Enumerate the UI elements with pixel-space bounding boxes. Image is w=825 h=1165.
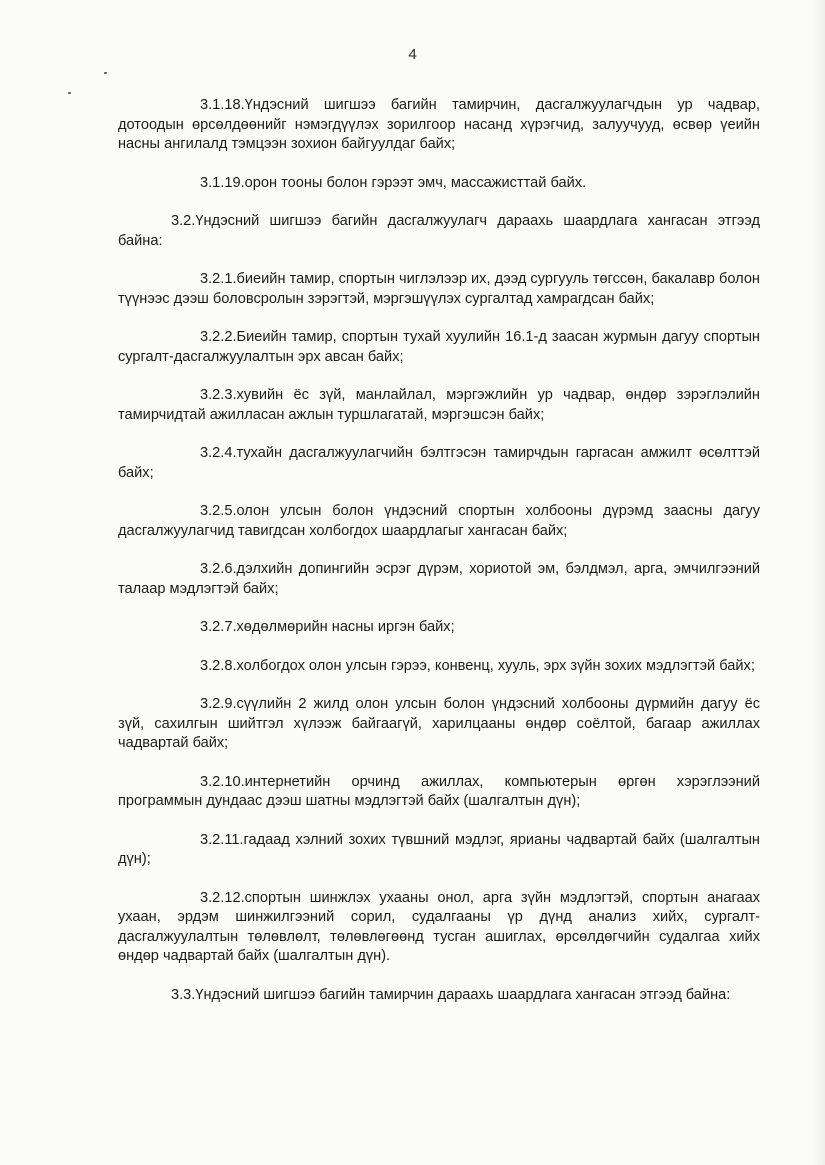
paragraph-3-3: 3.3.Үндэсний шигшээ багийн тамирчин дараахь шаардлага хангасан этгээд байна: [171, 986, 731, 1003]
paragraph-3-2-3: 3.2.3.хувийн ёс зүй, манлайлал, мэргэжлийн ур чадвар, өндөр зэрэглэлийн тамирчидтай ажилласан ажлын туршлагатай, мэргэшсэн байх; [118, 387, 760, 423]
paragraph-3-2-6: 3.2.6.дэлхийн допингийн эсрэг дүрэм, хориотой эм, бэлдмэл, арга, эмчилгээний талаар мэдлэгтэй байх; [118, 561, 760, 597]
paragraph-3-1-18: 3.1.18.Үндэсний шигшээ багийн тамирчин, дасгалжуулагчдын ур чадвар, дотоодын өрсөлдөөнийг нэмэгдүүлэх зорилгоор насанд хүрэгчид, залуучууд, өсвөр үеийн насны ангилалд тэмцээн зохион байгуулдаг байх; [118, 97, 760, 152]
paragraph-3-2-11: 3.2.11.гадаад хэлний зохих түвшний мэдлэг, ярианы чадвартай байх (шалгалтын дүн); [118, 831, 760, 867]
paragraph-3-2-4: 3.2.4.тухайн дасгалжуулагчийн бэлтгэсэн тамирчдын гаргасан амжилт өсөлттэй байх; [118, 445, 760, 481]
paragraph-3-1-19: 3.1.19.орон тооны болон гэрээт эмч, массажисттай байх. [200, 174, 587, 191]
paragraph-3-2-1: 3.2.1.биеийн тамир, спортын чиглэлээр их, дээд сургууль төгссөн, бакалавр болон түүнээс дээш боловсролын зэрэгтэй, мэргэшүүлэх сургалтад хамрагдсан байх; [118, 271, 760, 307]
scan-speck [104, 72, 107, 74]
paragraph-3-2: 3.2.Үндэсний шигшээ багийн дасгалжуулагч дараахь шаардлага хангасан этгээд байна: [118, 213, 760, 249]
page-number: 4 [408, 46, 417, 63]
scan-speck [68, 92, 71, 94]
document-body [118, 96, 760, 1005]
paragraph-3-2-2: 3.2.2.Биеийн тамир, спортын тухай хуулийн 16.1-д заасан журмын дагуу спортын сургалт-дасгалжуулалтын эрх авсан байх; [118, 329, 760, 365]
paragraph-3-2-8: 3.2.8.холбогдох олон улсын гэрээ, конвенц, хууль, эрх зүйн зохих мэдлэгтэй байх; [200, 657, 755, 674]
paragraph-3-2-10: 3.2.10.интернетийн орчинд ажиллах, компьютерын өргөн хэрэглээний программын дундаас дээш шатны мэдлэгтэй байх (шалгалтын дүн); [118, 773, 760, 809]
paragraph-3-2-9: 3.2.9.сүүлийн 2 жилд олон улсын болон үндэсний холбооны дүрмийн дагуу ёс зүй, сахилгын шийтгэл хүлээж байгаагүй, харилцааны өндөр соёлтой, багаар ажиллах чадвартай байх; [118, 696, 760, 751]
paragraph-3-2-5: 3.2.5.олон улсын болон үндэсний спортын холбооны дүрэмд заасны дагуу дасгалжуулагчид тавигдсан холбогдох шаардлагыг хангасан байх; [118, 503, 760, 539]
paragraph-3-2-12: 3.2.12.спортын шинжлэх ухааны онол, арга зүйн мэдлэгтэй, спортын анагаах ухаан, эрдэм шинжилгээний сорил, судалгааны үр дүнд анализ хийх, сургалт-дасгалжуулалтын төлөвлөлт, төлөвлөгөөнд тусган ашиглах, өрсөлдөгчийн судалгаа хийх өндөр чадвартай байх (шалгалтын дүн). [118, 889, 760, 964]
paragraph-3-2-7: 3.2.7.хөдөлмөрийн насны иргэн байх; [200, 619, 455, 635]
